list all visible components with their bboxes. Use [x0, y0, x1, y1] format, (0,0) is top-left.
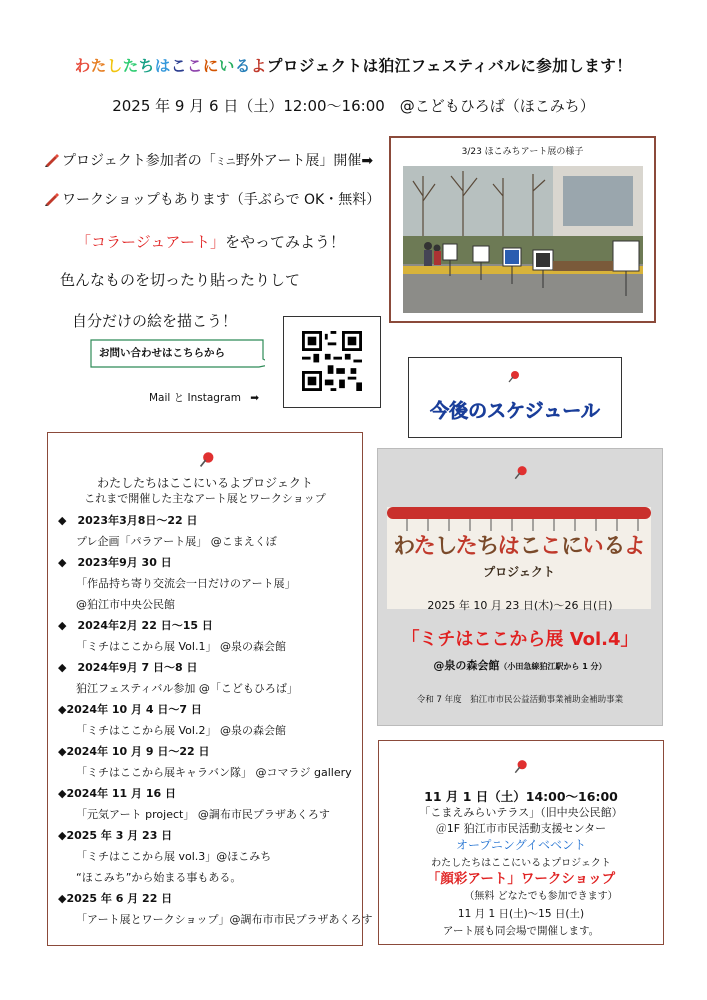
art-exhibition-note: アート展も同会場で開催します。 — [442, 925, 600, 937]
schedule-header-box — [408, 357, 622, 438]
history-item-desc: 「ミチはここから展 Vol.1」 @泉の森会館 — [76, 640, 286, 653]
title-letter: ち — [138, 57, 155, 75]
title-colored — [75, 57, 267, 75]
subsidy-note: 令和 7 年度 狛江市市民公益活動事業補助金補助事業 — [416, 695, 624, 705]
banner-letter: い — [580, 532, 605, 561]
mail-instagram-text: Mail と Instagram — [149, 392, 241, 404]
history-item-desc: 「作品持ち寄り交流会一日だけのアート展」 — [76, 577, 296, 590]
photo-caption: 3/23 ほこみちアート展の様子 — [461, 147, 584, 157]
banner-letter: こ — [517, 532, 542, 561]
event-date-line: 2025 年 9 月 6 日（土）12:00〜16:00 @こどもひろば（ほこみち） — [112, 97, 595, 115]
banner-letter: る — [601, 532, 626, 561]
history-item-date: ◆2025 年 6 月 22 日 — [58, 892, 173, 905]
intro-line-1-small: ミニ — [215, 157, 236, 168]
banner-letter: し — [433, 532, 458, 561]
banner-letter: ち — [475, 532, 500, 561]
intro-line-4: 色んなものを切ったり貼ったりして — [60, 271, 301, 289]
exhibition-photo — [403, 166, 643, 313]
banner-letter: こ — [538, 532, 563, 561]
title-letter: こ — [170, 57, 187, 75]
history-item-desc: 「元気アート project」 @調布市民プラザあくろす — [76, 808, 330, 821]
photo-frame — [389, 136, 656, 323]
title-letter: こ — [186, 57, 203, 75]
banner-letter: た — [454, 532, 479, 561]
mail-instagram-label — [149, 390, 259, 405]
intro-line-1-prefix: プロジェクト参加者の「 — [62, 153, 216, 169]
history-item-desc: プレ企画「パラアート展」 @こまえくぼ — [76, 535, 277, 548]
schedule-title: 今後のスケジュール — [430, 400, 600, 422]
pencil-icon — [44, 192, 60, 206]
workshop-datetime: 11 月 1 日（土）14:00〜16:00 — [424, 789, 618, 804]
pencil-icon — [44, 153, 60, 167]
history-item-date: ◆2025 年 3 月 23 日 — [58, 829, 173, 842]
workshop-place-2: ＠1F 狛江市市民活動支援センター — [435, 822, 607, 835]
banner-letter: た — [412, 532, 437, 561]
qr-code-box[interactable] — [283, 316, 381, 408]
history-item-desc: 「ミチはここから展 Vol.2」 @泉の森会館 — [76, 724, 286, 737]
workshop-note: （無料 どなたでも参加できます） — [464, 891, 618, 902]
intro-line-3 — [76, 231, 345, 252]
intro-line-2 — [44, 189, 380, 209]
arrow-right-icon: ➡ — [361, 153, 374, 169]
contact-callout-text: お問い合わせはこちらから — [99, 347, 225, 359]
page-title — [0, 54, 707, 76]
banner-letter: は — [496, 532, 521, 561]
history-item-desc: 「ミチはここから展 vol.3」@ほこみち — [76, 850, 272, 863]
pushpin-icon — [507, 370, 521, 384]
title-letter: た — [90, 57, 107, 75]
pushpin-icon — [513, 759, 529, 775]
banner-subtitle: プロジェクト — [483, 565, 555, 579]
title-letter: は — [154, 57, 171, 75]
title-letter: る — [234, 57, 251, 75]
history-item-date: ◆2024年 11 月 16 日 — [58, 787, 177, 800]
intro-line-1-suffix: 野外アート展」開催 — [235, 153, 362, 169]
history-item-desc: “ほこみち”から始まる事もある。 — [76, 871, 242, 884]
history-item-desc: 「ミチはここから展キャラバン隊」 @コマラジ gallery — [76, 766, 352, 779]
title-letter: に — [202, 57, 219, 75]
history-box — [47, 432, 373, 946]
workshop-place-1: 「こまえみらいテラス」（旧中央公民館） — [419, 806, 623, 819]
title-rest: プロジェクトは狛江フェスティバルに参加します！ — [266, 57, 633, 75]
pushpin-icon — [198, 451, 216, 469]
arrow-right-icon: ➡ — [250, 392, 260, 404]
history-item-date: ◆2024年 10 月 4 日〜7 日 — [58, 703, 202, 716]
title-letter: し — [106, 57, 123, 75]
workshop-project-name: わたしたちはここにいるよプロジェクト — [431, 858, 611, 869]
intro-line-2-text: ワークショップもあります（手ぶらで OK・無料） — [62, 192, 381, 208]
history-item-desc: 狛江フェスティバル参加 @「こどもひろば」 — [76, 682, 298, 695]
intro-line-5: 自分だけの絵を描こう！ — [72, 312, 238, 330]
history-item-date: ◆ 2023年9月 30 日 — [58, 556, 172, 569]
history-heading-1: わたしたちはここにいるよプロジェクト — [97, 476, 313, 490]
collage-art-label: 「コラージュアート」 — [76, 233, 225, 251]
venue-main: @泉の森会館 — [433, 659, 500, 672]
history-item-desc: 「アート展とワークショップ」@調布市市民プラザあくろす — [76, 913, 373, 926]
title-letter: い — [218, 57, 235, 75]
title-letter: よ — [250, 57, 267, 75]
project-banner — [387, 507, 651, 609]
history-item-date: ◆ 2023年3月8日〜22 日 — [58, 514, 198, 527]
banner-letter: わ — [391, 532, 416, 561]
banner-title — [393, 529, 645, 560]
workshop-event-box — [378, 740, 664, 945]
history-item-date: ◆ 2024年2月 22 日〜15 日 — [58, 619, 213, 632]
pushpin-icon — [513, 465, 529, 481]
qr-code-icon — [302, 331, 362, 391]
venue-sub: （小田急線狛江駅から 1 分） — [499, 662, 607, 671]
history-item-date: ◆ 2024年9月 7 日〜8 日 — [58, 661, 198, 674]
workshop-title: 「顔彩アート」ワークショップ — [426, 871, 616, 887]
exhibition-event-box — [377, 448, 663, 726]
exhibition-title: 「ミチはここから展 Vol.4」 — [401, 629, 639, 650]
exhibition-dates: 2025 年 10 月 23 日(木)〜26 日(日) — [427, 599, 613, 612]
title-letter: わ — [74, 57, 91, 75]
intro-line-1 — [44, 150, 373, 170]
title-letter: た — [122, 57, 139, 75]
opening-event-label: オープニングイベベント — [456, 838, 586, 852]
history-item-date: ◆2024年 10 月 9 日〜22 日 — [58, 745, 210, 758]
banner-letter: に — [559, 532, 584, 561]
exhibition-venue — [378, 654, 662, 673]
intro-line-3-rest: をやってみよう！ — [224, 233, 345, 251]
banner-letter: よ — [622, 532, 647, 561]
history-heading-2: これまで開催した主なアート展とワークショップ — [84, 492, 326, 505]
history-item-desc: @狛江市中央公民館 — [76, 598, 175, 611]
workshop-period: 11 月 1 日(土)〜15 日(土) — [457, 908, 585, 920]
